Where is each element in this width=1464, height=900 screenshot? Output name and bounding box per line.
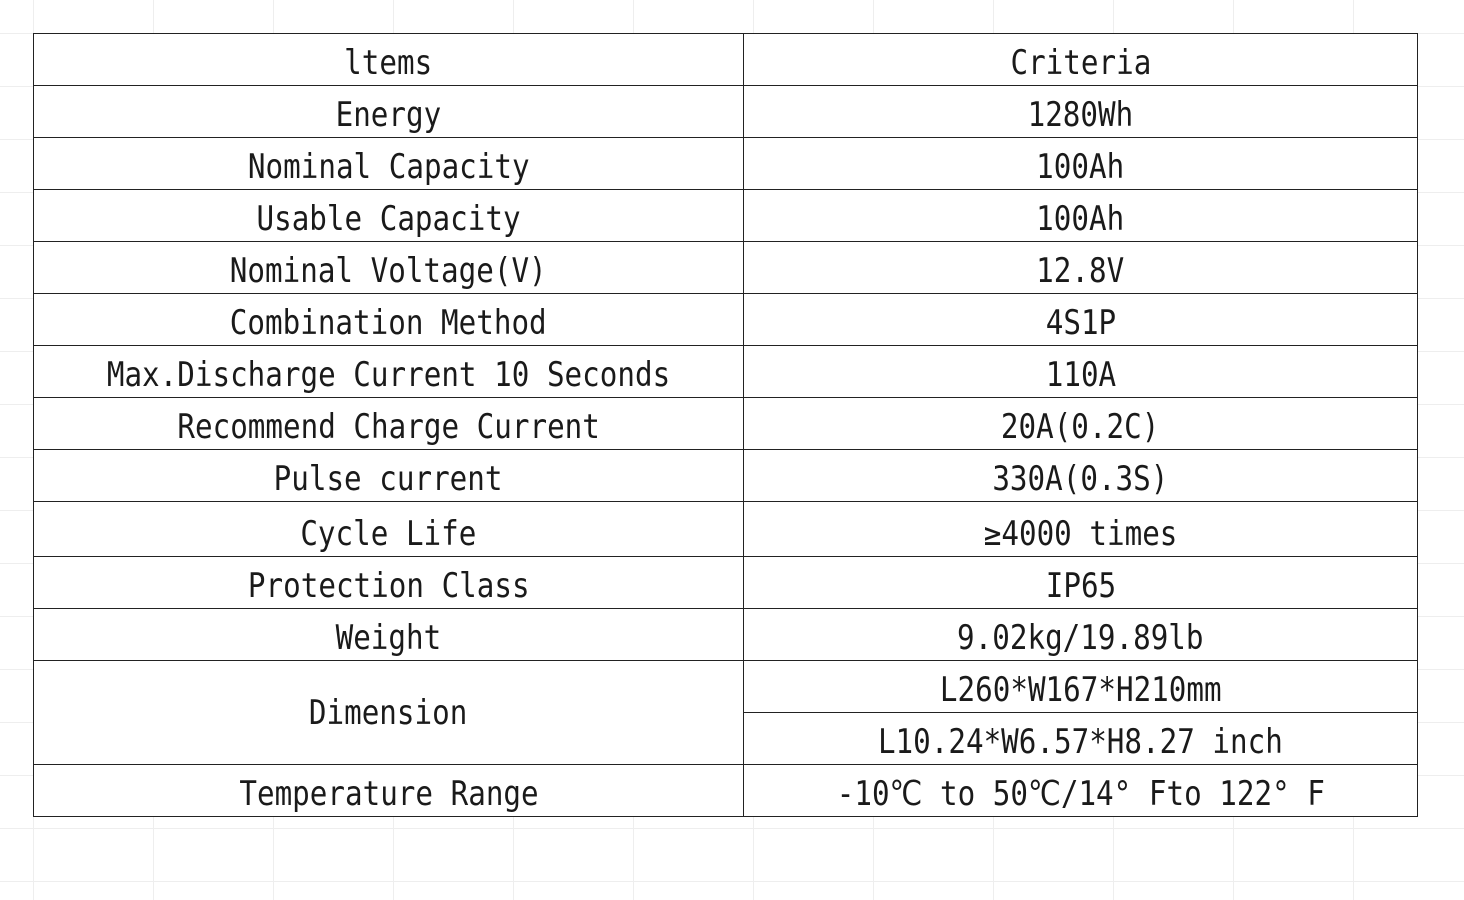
criteria-value: 12.8V [1036, 251, 1125, 291]
header-items-cell[interactable] [34, 34, 744, 86]
table-row [34, 398, 1418, 450]
item-label: Nominal Voltage(V) [230, 251, 547, 291]
criteria-value: 100Ah [1036, 199, 1125, 239]
item-cell[interactable] [34, 557, 744, 609]
table-row [34, 609, 1418, 661]
table-row [34, 557, 1418, 609]
table-row [34, 502, 1418, 557]
criteria-value: 9.02kg/19.89lb [957, 618, 1204, 658]
criteria-cell[interactable] [744, 190, 1418, 242]
table-row [34, 86, 1418, 138]
item-cell[interactable] [34, 242, 744, 294]
criteria-cell[interactable] [744, 398, 1418, 450]
header-criteria-cell[interactable] [744, 34, 1418, 86]
item-cell[interactable] [34, 190, 744, 242]
item-label: Cycle Life [300, 514, 477, 554]
criteria-value: 4S1P [1045, 303, 1116, 343]
item-cell[interactable] [34, 86, 744, 138]
item-cell[interactable] [34, 398, 744, 450]
item-cell[interactable] [34, 502, 744, 557]
criteria-value: 1280Wh [1027, 95, 1134, 135]
item-cell-merged[interactable] [34, 661, 744, 765]
item-label: Temperature Range [238, 774, 539, 814]
item-label: Energy [335, 95, 442, 135]
table-row [34, 138, 1418, 190]
item-cell[interactable] [34, 609, 744, 661]
header-criteria: Criteria [1010, 43, 1151, 83]
criteria-cell[interactable] [744, 502, 1418, 557]
criteria-value-metric: L260*W167*H210mm [939, 670, 1222, 710]
table-row [34, 450, 1418, 502]
criteria-value: -10℃ to 50℃/14° Fto 122° F [836, 774, 1325, 814]
table-row [34, 190, 1418, 242]
item-cell[interactable] [34, 138, 744, 190]
criteria-cell[interactable] [744, 86, 1418, 138]
item-label: Usable Capacity [256, 199, 521, 239]
table-row [34, 661, 1418, 713]
item-cell[interactable] [34, 765, 744, 817]
table-row [34, 765, 1418, 817]
table-row [34, 294, 1418, 346]
item-label: Pulse current [274, 459, 503, 499]
item-label: Protection Class [247, 566, 530, 606]
item-label: Nominal Capacity [247, 147, 530, 187]
item-label: Dimension [309, 692, 468, 733]
item-cell[interactable] [34, 450, 744, 502]
criteria-cell[interactable] [744, 242, 1418, 294]
table-header-row [34, 34, 1418, 86]
item-cell[interactable] [34, 294, 744, 346]
criteria-cell[interactable] [744, 609, 1418, 661]
table-row [34, 242, 1418, 294]
criteria-value: 100Ah [1036, 147, 1125, 187]
item-label: Weight [335, 618, 442, 658]
table-row [34, 346, 1418, 398]
item-label: Max.Discharge Current 10 Seconds [106, 355, 671, 395]
criteria-cell[interactable] [744, 713, 1418, 765]
criteria-value: 110A [1045, 355, 1116, 395]
criteria-value: ≥4000 times [983, 514, 1178, 554]
criteria-cell[interactable] [744, 557, 1418, 609]
header-items: ltems [344, 43, 433, 83]
criteria-value-imperial: L10.24*W6.57*H8.27 inch [878, 722, 1283, 762]
criteria-cell[interactable] [744, 765, 1418, 817]
criteria-cell[interactable] [744, 138, 1418, 190]
item-cell[interactable] [34, 346, 744, 398]
criteria-value: 20A(0.2C) [1001, 407, 1160, 447]
battery-spec-table [33, 33, 1418, 817]
criteria-cell[interactable] [744, 661, 1418, 713]
item-label: Recommend Charge Current [177, 407, 600, 447]
criteria-value: IP65 [1045, 566, 1116, 606]
criteria-cell[interactable] [744, 294, 1418, 346]
criteria-value: 330A(0.3S) [992, 459, 1169, 499]
item-label: Combination Method [230, 303, 547, 343]
criteria-cell[interactable] [744, 450, 1418, 502]
criteria-cell[interactable] [744, 346, 1418, 398]
